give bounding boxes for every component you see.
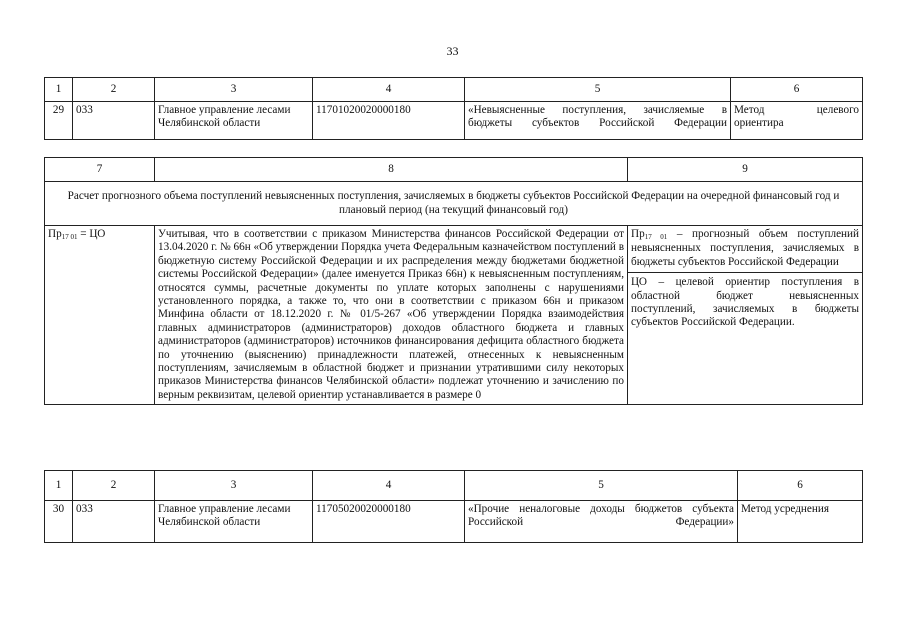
header-cell-4: 4 [313,471,465,501]
legend-target: ЦО – целевой ориентир поступления в областной бюджет невыясненных поступлений, зачисляемых в бюджеты субъектов Российской Федерации. [631,276,859,329]
formula-main: Пр [48,228,62,240]
table-header-row [45,78,863,102]
header-cell-6: 6 [731,78,863,102]
formula-rest: = ЦО [77,228,106,240]
income-name: «Невыясненные поступления, зачисляемые в бюджеты субъектов Российской Федерации [465,102,731,140]
kbk-code: 11705020020000180 [313,501,465,543]
table-row [45,501,863,543]
header-cell-8: 8 [155,158,628,182]
income-table-row-30 [44,470,863,543]
table-header-row [45,158,863,182]
header-cell-7: 7 [45,158,155,182]
admin-name: Главное управление лесами Челябинской области [155,102,313,140]
formula-subscript: 17 01 [61,233,78,241]
calculation-title: Расчет прогнозного объема поступлений невыясненных поступления, зачисляемых в бюджеты субъектов Российской Федерации на очередной финансовый год и плановый период (на текущий финансовый год) [45,182,863,226]
header-cell-3: 3 [155,471,313,501]
legend-cell [628,226,863,405]
header-cell-3: 3 [155,78,313,102]
admin-code: 033 [73,102,155,140]
admin-name: Главное управление лесами Челябинской области [155,501,313,543]
calculation-table [44,157,863,405]
income-name: «Прочие неналоговые доходы бюджетов субъекта Российской Федерации» [465,501,738,543]
legend-divider [628,272,862,273]
forecast-method: Метод усреднения [738,501,863,543]
calculation-title-row [45,182,863,226]
legend-forecast-subscript: 17 01 [644,233,668,241]
header-cell-5: 5 [465,78,731,102]
header-cell-5: 5 [465,471,738,501]
header-cell-9: 9 [628,158,863,182]
table-row [45,102,863,140]
row-number: 29 [45,102,73,140]
row-number: 30 [45,501,73,543]
header-cell-6: 6 [738,471,863,501]
calculation-description: Учитывая, что в соответствии с приказом Министерства финансов Российской Федерации от 13.04.2020 г. № 66н «Об утверждении Порядка учета Федеральным казначейством поступлений в бюджетную систему Российской Федерации и их распределения между бюджетами бюджетной системы Российской Федерации» (далее именуется Приказ 66н) к невыясненным поступлениям, относятся суммы, расчетные документы по уплате которых заполнены с нарушениями установленного порядка, а также то, что они в соответствии с приказом 66н и приказом Минфина области от 18.12.2020 г. № 01/5-267 «Об утверждении Порядка взаимодействия главных администраторов (администраторов) доходов областного бюджета и главных администраторов (администраторов) источников финансирования дефицита областного бюджета по уточнению (выяснению) принадлежности платежей, отнесенных к невыясненным поступлениям, зачисляемым в областной бюджет и признании утратившими силу некоторых приказов Министерства финансов Челябинской области» подлежат уточнению и зачислению по верным реквизитам, целевой ориентир устанавливается в размере 0 [155,226,628,405]
legend-forecast [631,228,859,269]
calculation-row [45,226,863,405]
page-number: 33 [446,44,459,58]
header-cell-2: 2 [73,78,155,102]
header-cell-1: 1 [45,78,73,102]
header-cell-2: 2 [73,471,155,501]
formula-cell [45,226,155,405]
kbk-code: 11701020020000180 [313,102,465,140]
admin-code: 033 [73,501,155,543]
income-table-row-29 [44,77,863,140]
header-cell-4: 4 [313,78,465,102]
legend-forecast-main: Пр [631,228,645,240]
table-header-row [45,471,863,501]
legend-forecast-text: – прогнозный объем поступлений невыясненных поступления, зачисляемых в бюджеты субъектов Российской Федерации [631,228,860,268]
forecast-method: Метод целевого ориентира [731,102,863,140]
header-cell-1: 1 [45,471,73,501]
